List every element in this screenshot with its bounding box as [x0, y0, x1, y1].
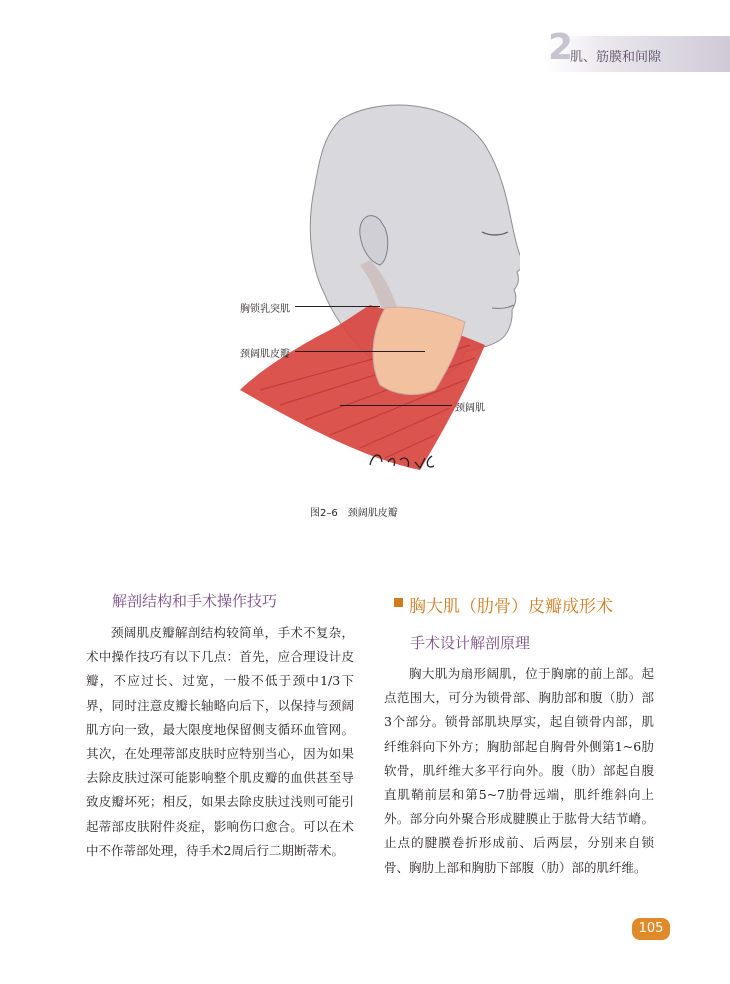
section-square-icon — [394, 598, 403, 607]
figure-caption: 图2–6 颈阔肌皮瓣 — [310, 508, 398, 519]
page-number: 105 — [632, 918, 670, 940]
leader-line-platysma — [340, 405, 452, 406]
neck-anatomy-illustration — [220, 90, 520, 485]
leader-line-flap — [295, 351, 425, 352]
label-scm: 胸锁乳突肌 — [240, 304, 290, 315]
leader-line-scm — [295, 306, 380, 307]
right-body-paragraph: 胸大肌为扇形阔肌，位于胸廓的前上部。起点范围大，可分为锁骨部、胸肋部和腹（肋）部3个部分。锁骨部肌块厚实，起自锁骨内部，肌纤维斜向下外方；胸肋部起自胸骨外侧第1~6肋软骨，肌纤维大多平行向外。腹（肋）部起自腹直肌鞘前层和第5~7肋骨远端，肌纤维斜向上外。部分向外聚合形成腱膜止于肱骨大结节嵴。止点的腱膜卷折形成前、后两层，分别来自锁骨、胸肋上部和胸肋下部腹（肋）部的肌纤维。 — [384, 666, 654, 875]
section-title: 胸大肌（肋骨）皮瓣成形术 — [409, 597, 613, 617]
label-flap: 颈阔肌皮瓣 — [240, 349, 290, 360]
left-section-heading: 解剖结构和手术操作技巧 — [112, 592, 278, 610]
left-body-paragraph: 颈阔肌皮瓣解剖结构较简单，手术不复杂，术中操作技巧有以下几点：首先，应合理设计皮瓣，不应过长、过宽，一般不低于颈中1/3下界，同时注意皮瓣长轴略向后下，以保持与颈阔肌方向一致，最大限度地保留侧支循环血管网。其次，在处理蒂部皮肤时应特别当心，因为如果去除皮肤过深可能影响整个肌皮瓣的血供甚至导致皮瓣坏死；相反，如果去除皮肤过浅则可能引起蒂部皮肤附件炎症，影响伤口愈合。可以在术中不作蒂部处理，待手术2周后行二期断蒂术。 — [86, 625, 354, 858]
chapter-number: 2 — [548, 27, 574, 68]
chapter-title: 肌、筋膜和间隙 — [570, 50, 662, 65]
label-platysma: 颈阔肌 — [455, 403, 485, 414]
right-section-heading: 手术设计解剖原理 — [410, 634, 531, 652]
